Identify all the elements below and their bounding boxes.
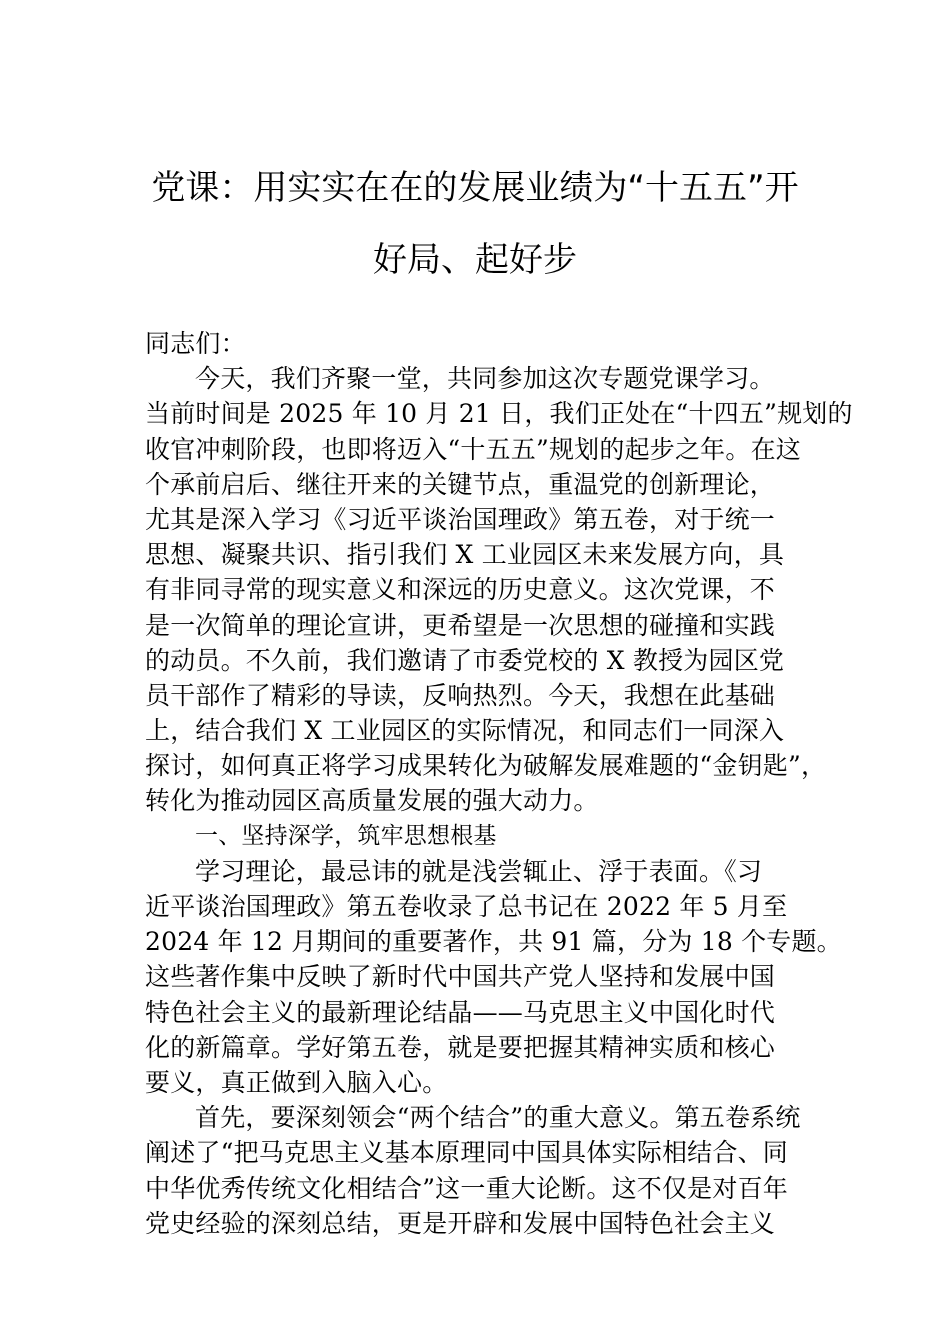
paragraph-line: 首先，要深刻领会“两个结合”的重大意义。第五卷系统 <box>195 1103 801 1133</box>
paragraph-line: 要义，真正做到入脑入心。 <box>145 1067 448 1097</box>
paragraph-line: 个承前启后、继往开来的关键节点，重温党的创新理论， <box>145 469 776 499</box>
section-heading: 一、坚持深学，筑牢思想根基 <box>195 822 497 849</box>
salutation: 同志们： <box>145 329 246 358</box>
paragraph-line: 员干部作了精彩的导读，反响热烈。今天，我想在此基础 <box>145 680 776 710</box>
paragraph-line: 2024 年 12 月期间的重要著作，共 91 篇，分为 18 个专题。 <box>145 927 842 957</box>
paragraph-line: 今天，我们齐聚一堂，共同参加这次专题党课学习。 <box>195 364 775 394</box>
paragraph-line: 中华优秀传统文化相结合”这一重大论断。这不仅是对百年 <box>145 1173 788 1203</box>
paragraph-line: 尤其是深入学习《习近平谈治国理政》第五卷，对于统一 <box>145 504 776 534</box>
paragraph-line: 收官冲刺阶段，也即将迈入“十五五”规划的起步之年。在这 <box>145 434 801 464</box>
paragraph-line: 阐述了“把马克思主义基本原理同中国具体实际相结合、同 <box>145 1138 788 1168</box>
paragraph-line: 这些著作集中反映了新时代中国共产党人坚持和发展中国 <box>145 962 776 992</box>
document-body <box>145 326 853 1241</box>
paragraph-line: 特色社会主义的最新理论结晶——马克思主义中国化时代 <box>145 997 776 1027</box>
paragraph-line: 化的新篇章。学好第五卷，就是要把握其精神实质和核心 <box>145 1032 776 1062</box>
paragraph-line: 是一次简单的理论宣讲，更希望是一次思想的碰撞和实践 <box>145 610 776 640</box>
paragraph-line: 学习理论，最忌讳的就是浅尝辄止、浮于表面。《习 <box>195 856 763 886</box>
paragraph-line: 当前时间是 2025 年 10 月 21 日，我们正处在“十四五”规划的 <box>145 399 853 429</box>
paragraph-line: 的动员。不久前，我们邀请了市委党校的 X 教授为园区党 <box>145 645 785 675</box>
document-title-line-1: 党课：用实实在在的发展业绩为“十五五”开 <box>151 168 799 208</box>
paragraph-line: 思想、凝聚共识、指引我们 X 工业园区未来发展方向，具 <box>145 540 785 570</box>
paragraph-line: 有非同寻常的现实意义和深远的历史意义。这次党课，不 <box>145 575 776 605</box>
paragraph-line: 近平谈治国理政》第五卷收录了总书记在 2022 年 5 月至 <box>145 892 788 921</box>
document-title-line-2: 好局、起好步 <box>373 240 577 280</box>
paragraph-line: 党史经验的深刻总结，更是开辟和发展中国特色社会主义 <box>145 1208 776 1238</box>
paragraph-line: 上，结合我们 X 工业园区的实际情况，和同志们一同深入 <box>145 716 785 746</box>
paragraph-line: 转化为推动园区高质量发展的强大动力。 <box>145 786 599 816</box>
paragraph-line: 探讨，如何真正将学习成果转化为破解发展难题的“金钥匙”， <box>145 751 827 781</box>
